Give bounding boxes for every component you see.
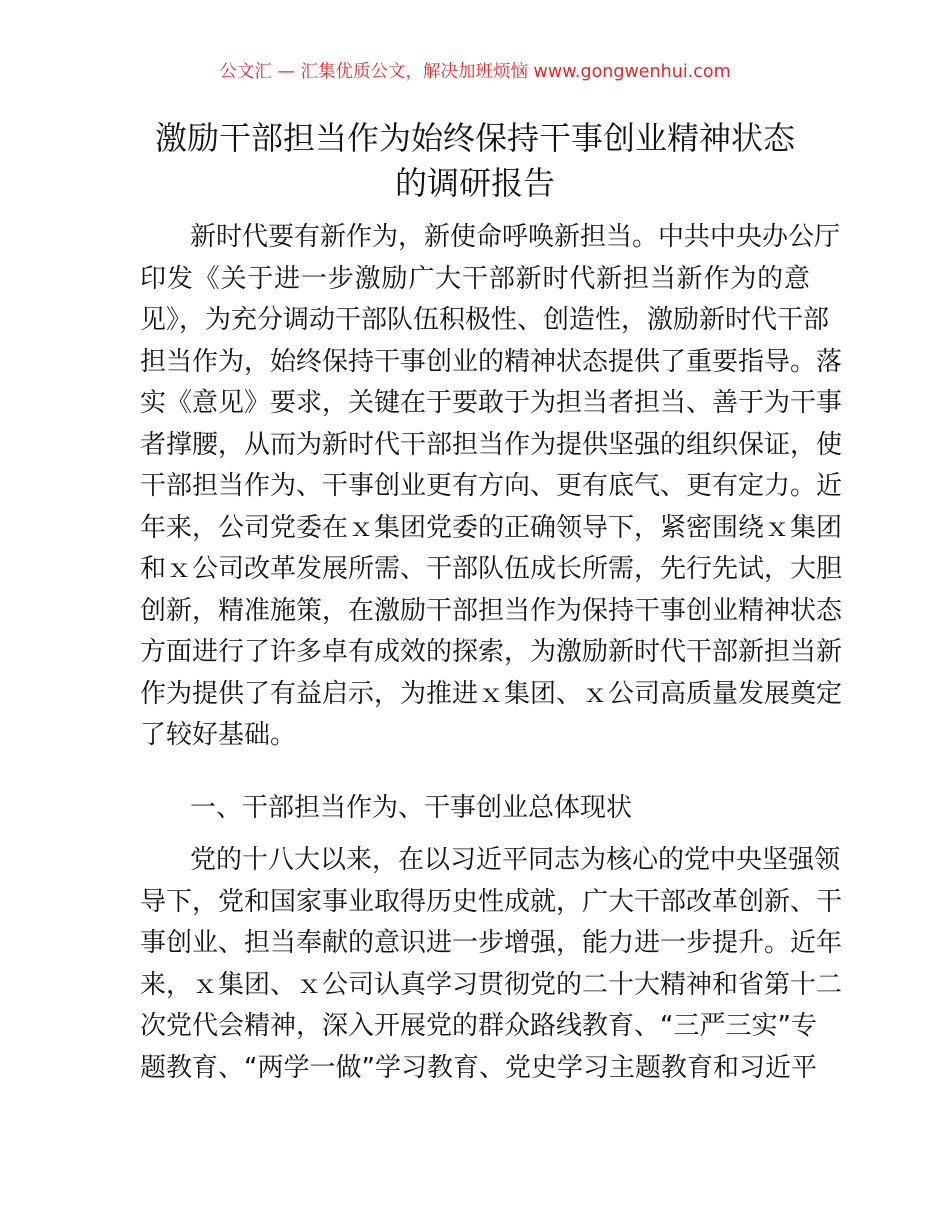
- document-title-line-2: 的调研报告: [394, 164, 555, 202]
- paragraph-line: 题教育、“两学一做”学习教育、党史学习主题教育和习近平: [140, 1052, 817, 1083]
- section-heading: 一、干部担当作为、干事创业总体现状: [190, 793, 633, 823]
- paragraph-line: 新时代要有新作为，新使命呼唤新担当。中共中央办公厅: [190, 222, 841, 252]
- paragraph-line: 担当作为，始终保持干事创业的精神状态提供了重要指导。落: [140, 346, 843, 377]
- paragraph-line: 来，ｘ集团、ｘ公司认真学习贯彻党的二十大精神和省第十二: [140, 969, 843, 1000]
- paragraph-line: 和ｘ公司改革发展所需、干部队伍成长所需，先行先试，大胆: [140, 554, 843, 584]
- header-banner: 公文汇 — 汇集优质公文，解决加班烦恼 www.gongwenhui.com: [219, 62, 731, 82]
- document-title-line-1: 激励干部担当作为始终保持干事创业精神状态: [154, 119, 795, 157]
- paragraph-line: 年来，公司党委在ｘ集团党委的正确领导下，紧密围绕ｘ集团: [140, 512, 843, 543]
- paragraph-line: 见》，为充分调动干部队伍积极性、创造性，激励新时代干部: [140, 305, 830, 335]
- paragraph-line: 干部担当作为、干事创业更有方向、更有底气、更有定力。近: [140, 471, 843, 501]
- paragraph-line: 了较好基础。: [140, 720, 297, 750]
- paragraph-line: 印发《关于进一步激励广大干部新时代新担当新作为的意: [140, 263, 810, 294]
- paragraph-line: 导下，党和国家事业取得历史性成就，广大干部改革创新、干: [140, 886, 843, 917]
- paragraph-line: 党的十八大以来，在以习近平同志为核心的党中央坚强领: [190, 845, 841, 875]
- paragraph-line: 创新，精准施策，在激励干部担当作为保持干事创业精神状态: [140, 595, 843, 626]
- paragraph-line: 作为提供了有益启示，为推进ｘ集团、ｘ公司高质量发展奠定: [140, 678, 843, 709]
- paragraph-line: 方面进行了许多卓有成效的探索，为激励新时代干部新担当新: [140, 637, 843, 667]
- paragraph-line: 事创业、担当奉献的意识进一步增强，能力进一步提升。近年: [140, 928, 843, 958]
- paragraph-line: 次党代会精神，深入开展党的群众路线教育、“三严三实”专: [140, 1011, 817, 1041]
- paragraph-line: 者撑腰，从而为新时代干部担当作为提供坚强的组织保证，使: [140, 429, 843, 460]
- paragraph-line: 实《意见》要求，关键在于要敢于为担当者担当、善于为干事: [140, 388, 843, 418]
